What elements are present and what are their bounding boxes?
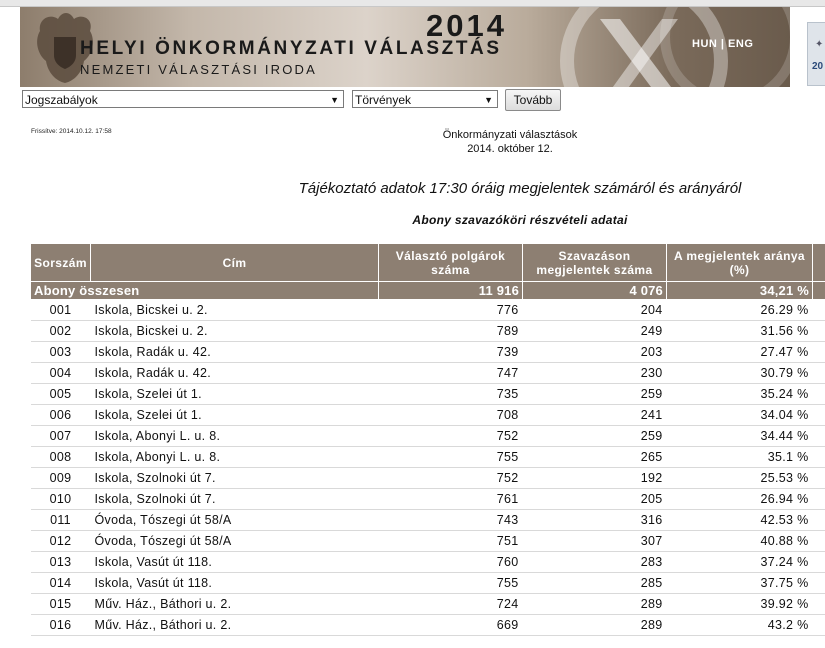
side-panel-ornament-icon: ✦ [815,39,824,50]
cell-address: Iskola, Radák u. 42. [91,342,379,363]
cell-turnout-rate: 39.92 % [667,594,813,615]
cell-turnout-count: 265 [523,447,667,468]
cell-number: 014 [31,573,91,594]
table-row [31,531,825,552]
law-type-select-value: Törvények [355,93,412,107]
summary-voters: 11 916 [379,282,523,300]
cell-extra [813,468,825,489]
cell-turnout-rate: 35.1 % [667,447,813,468]
col-header-turnout-count: Szavazáson megjelentek száma [523,244,667,282]
summary-row [31,282,825,300]
table-row [31,384,825,405]
cell-extra [813,489,825,510]
next-button[interactable]: Tovább [505,89,561,111]
banner-subtitle: NEMZETI VÁLASZTÁSI IRODA [80,62,317,77]
page-title: Tájékoztató adatok 17:30 óráig megjelentek számáról és arányáról [298,180,742,197]
cell-address: Iskola, Bicskei u. 2. [91,300,379,321]
table-row [31,552,825,573]
cell-address: Műv. Ház., Báthori u. 2. [91,615,379,636]
cell-turnout-count: 259 [523,426,667,447]
cell-number: 004 [31,363,91,384]
cell-address: Iskola, Radák u. 42. [91,363,379,384]
cell-number: 002 [31,321,91,342]
col-header-turnout-rate: A megjelentek aránya (%) [667,244,813,282]
cell-address: Iskola, Szolnoki út 7. [91,468,379,489]
cell-turnout-count: 259 [523,384,667,405]
cell-turnout-count: 203 [523,342,667,363]
cell-voters: 735 [379,384,523,405]
table-row [31,300,825,321]
legislation-select-value: Jogszabályok [25,93,98,107]
cell-extra [813,531,825,552]
cell-address: Iskola, Abonyi L. u. 8. [91,447,379,468]
cell-voters: 708 [379,405,523,426]
table-row [31,573,825,594]
cell-turnout-rate: 30.79 % [667,363,813,384]
cell-extra [813,447,825,468]
side-panel-thumbnail[interactable] [807,22,825,86]
table-row [31,468,825,489]
cell-number: 013 [31,552,91,573]
cell-voters: 752 [379,426,523,447]
banner-title: HELYI ÖNKORMÁNYZATI VÁLASZTÁS [80,38,502,59]
cell-voters: 724 [379,594,523,615]
cell-number: 008 [31,447,91,468]
cell-extra [813,573,825,594]
cell-turnout-count: 283 [523,552,667,573]
page-subtitle: Abony szavazóköri részvételi adatai [412,213,628,227]
cell-number: 010 [31,489,91,510]
cell-turnout-count: 192 [523,468,667,489]
cell-extra [813,615,825,636]
cell-turnout-rate: 40.88 % [667,531,813,552]
col-header-address: Cím [91,244,379,282]
cell-turnout-rate: 26.29 % [667,300,813,321]
turnout-table [30,243,825,636]
cell-number: 012 [31,531,91,552]
lang-separator: | [717,38,729,50]
cell-turnout-rate: 25.53 % [667,468,813,489]
cell-number: 005 [31,384,91,405]
cell-address: Iskola, Vasút út 118. [91,552,379,573]
cell-voters: 755 [379,573,523,594]
cell-extra [813,321,825,342]
cell-number: 006 [31,405,91,426]
table-row [31,363,825,384]
table-row [31,447,825,468]
cell-address: Műv. Ház., Báthori u. 2. [91,594,379,615]
cell-turnout-count: 307 [523,531,667,552]
table-row [31,615,825,636]
cell-turnout-rate: 37.75 % [667,573,813,594]
cell-turnout-count: 316 [523,510,667,531]
col-header-number: Sorszám [31,244,91,282]
cell-voters: 761 [379,489,523,510]
cell-voters: 743 [379,510,523,531]
dropdown-arrow-icon: ▼ [484,95,493,105]
cell-extra [813,363,825,384]
cell-turnout-rate: 37.24 % [667,552,813,573]
cell-address: Iskola, Szelei út 1. [91,384,379,405]
table-header-row [31,244,825,282]
ballot-x-mark-icon [592,15,682,87]
cell-number: 015 [31,594,91,615]
cell-turnout-count: 241 [523,405,667,426]
cell-turnout-rate: 34.44 % [667,426,813,447]
table-row [31,405,825,426]
table-row [31,510,825,531]
browser-top-edge [0,0,825,7]
cell-number: 007 [31,426,91,447]
lang-eng-link[interactable]: ENG [728,38,754,50]
table-row [31,489,825,510]
site-banner [20,7,790,87]
cell-turnout-rate: 26.94 % [667,489,813,510]
cell-extra [813,300,825,321]
cell-voters: 752 [379,468,523,489]
cell-number: 003 [31,342,91,363]
summary-label: Abony összesen [31,282,379,300]
cell-turnout-count: 289 [523,615,667,636]
cell-turnout-rate: 31.56 % [667,321,813,342]
cell-extra [813,384,825,405]
cell-address: Iskola, Vasút út 118. [91,573,379,594]
cell-turnout-count: 204 [523,300,667,321]
election-header [380,128,640,156]
cell-number: 016 [31,615,91,636]
cell-voters: 739 [379,342,523,363]
cell-number: 011 [31,510,91,531]
election-date: 2014. október 12. [467,143,553,155]
summary-turnout-rate: 34,21 % [667,282,813,300]
cell-voters: 760 [379,552,523,573]
cell-turnout-rate: 43.2 % [667,615,813,636]
summary-turnout-count: 4 076 [523,282,667,300]
summary-extra [813,282,825,300]
lang-hun-link[interactable]: HUN [692,38,718,50]
col-header-extra [813,244,825,282]
cell-turnout-count: 230 [523,363,667,384]
language-switcher [692,38,753,50]
cell-extra [813,342,825,363]
cell-voters: 776 [379,300,523,321]
cell-voters: 755 [379,447,523,468]
cell-voters: 747 [379,363,523,384]
cell-turnout-count: 289 [523,594,667,615]
election-name: Önkormányzati választások [442,129,578,141]
cell-voters: 789 [379,321,523,342]
legislation-select[interactable] [22,90,344,108]
cell-extra [813,594,825,615]
banner-year: 2014 [426,8,507,43]
cell-address: Óvoda, Tószegi út 58/A [91,531,379,552]
cell-voters: 669 [379,615,523,636]
cell-address: Iskola, Abonyi L. u. 8. [91,426,379,447]
col-header-voters: Választó polgárok száma [379,244,523,282]
side-panel-text: 20 [812,61,824,72]
table-row [31,594,825,615]
cell-number: 001 [31,300,91,321]
cell-address: Iskola, Szelei út 1. [91,405,379,426]
cell-extra [813,426,825,447]
table-row [31,342,825,363]
cell-turnout-rate: 34.04 % [667,405,813,426]
cell-address: Iskola, Szolnoki út 7. [91,489,379,510]
refresh-timestamp: Frissítve: 2014.10.12. 17:58 [31,128,112,135]
cell-address: Iskola, Bicskei u. 2. [91,321,379,342]
cell-turnout-count: 205 [523,489,667,510]
cell-number: 009 [31,468,91,489]
cell-extra [813,510,825,531]
cell-turnout-rate: 35.24 % [667,384,813,405]
cell-turnout-count: 249 [523,321,667,342]
cell-turnout-count: 285 [523,573,667,594]
cell-voters: 751 [379,531,523,552]
cell-address: Óvoda, Tószegi út 58/A [91,510,379,531]
cell-extra [813,552,825,573]
cell-turnout-rate: 27.47 % [667,342,813,363]
table-row [31,426,825,447]
cell-turnout-rate: 42.53 % [667,510,813,531]
law-type-select[interactable] [352,90,498,108]
dropdown-arrow-icon: ▼ [330,95,339,105]
cell-extra [813,405,825,426]
table-row [31,321,825,342]
